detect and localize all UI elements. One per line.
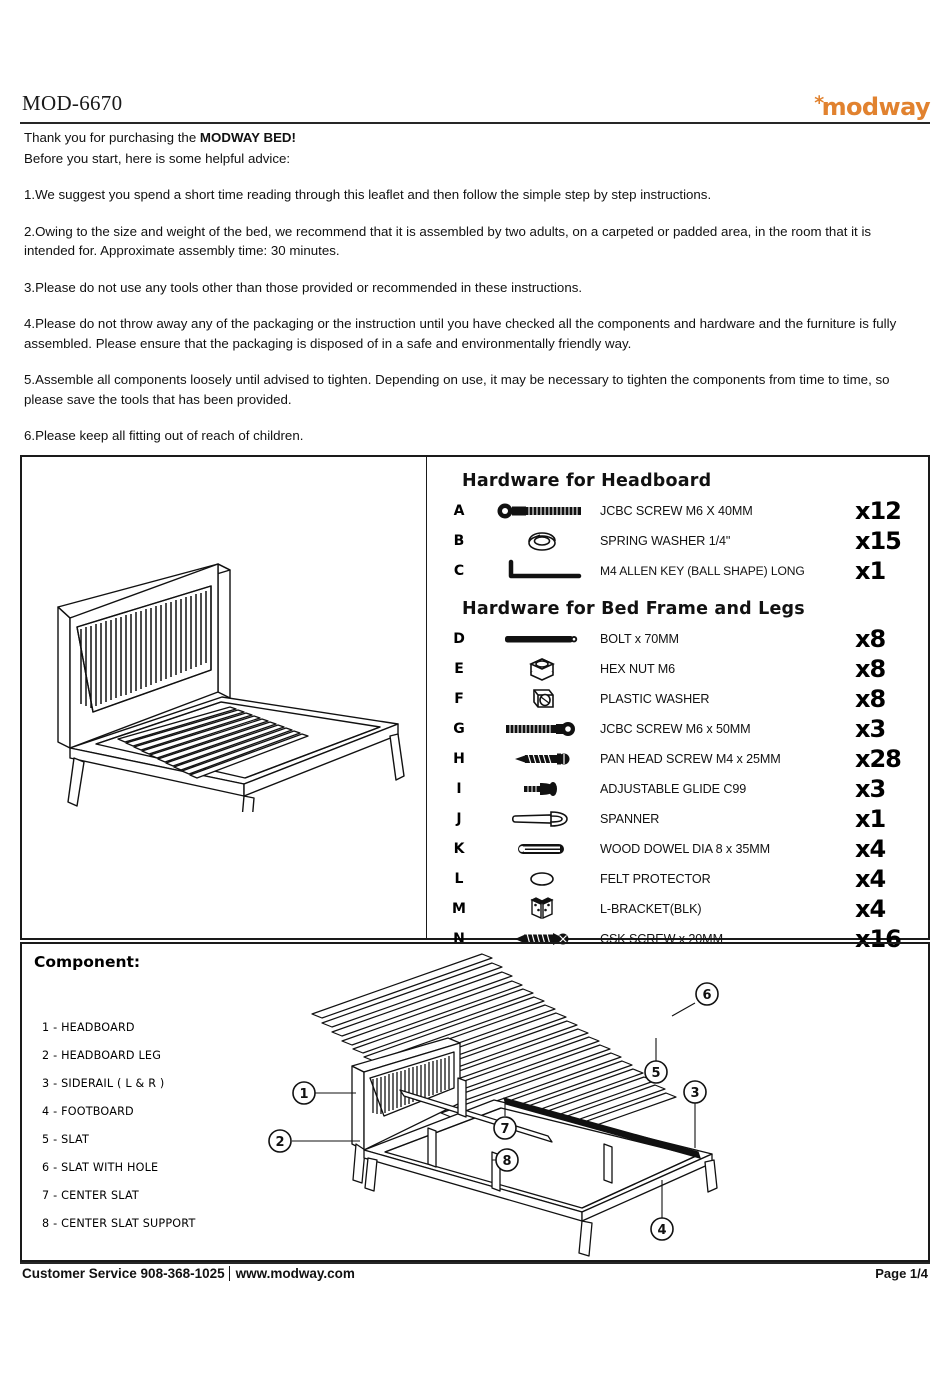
hardware-description: HEX NUT M6 xyxy=(600,662,676,676)
component-list-item: 3 - SIDERAIL ( L & R ) xyxy=(42,1077,165,1090)
hardware-letter: M xyxy=(452,901,466,917)
hardware-quantity: x4 xyxy=(855,865,886,893)
logo-wordmark: modway xyxy=(821,93,930,121)
hardware-row-j xyxy=(428,804,928,834)
hardware-letter: K xyxy=(453,841,465,857)
component-list-item: 7 - CENTER SLAT xyxy=(42,1189,139,1202)
adjustable-glide-icon xyxy=(490,775,594,803)
hardware-panel xyxy=(20,455,930,953)
hardware-letter: J xyxy=(456,811,462,827)
hardware-letter: H xyxy=(453,751,465,767)
intro-item: 6.Please keep all fitting out of reach of children. xyxy=(24,428,304,443)
hardware-description: BOLT x 70MM xyxy=(600,632,679,646)
hardware-description: JCBC SCREW M6 X 40MM xyxy=(600,504,753,518)
intro-item: 2.Owing to the size and weight of the bed, we recommend that it is assembled by two adults, on a carpeted or padded area, in the room that it is intended for. Approximate assembly time: 30 minutes. xyxy=(24,223,872,258)
hardware-description: WOOD DOWEL DIA 8 x 35MM xyxy=(600,842,771,856)
hardware-row-g xyxy=(428,714,928,744)
intro-item: 3.Please do not use any tools other than those provided or recommended in these instructions. xyxy=(24,279,583,295)
intro-item: 5.Assemble all components loosely until advised to tighten. Depending on use, it may be necessary to tighten the components from time to time, so please save the tools that has been provided. xyxy=(24,372,890,407)
hardware-quantity: x1 xyxy=(855,805,886,833)
hardware-description: SPANNER xyxy=(600,812,660,826)
component-panel xyxy=(20,942,930,1262)
intro-item: 4.Please do not throw away any of the packaging or the instruction until you have checked all the components and hardware and the furniture is fully assembled. Please ensure that the packaging is disposed of in a safe and environmentally friendly way. xyxy=(24,316,897,351)
header-divider xyxy=(20,122,930,124)
hardware-quantity: x8 xyxy=(855,625,886,653)
exploded-assembly-diagram xyxy=(252,948,928,1258)
hardware-description: JCBC SCREW M6 x 50MM xyxy=(600,722,751,736)
hardware-quantity: x15 xyxy=(855,527,901,555)
spring-washer-icon xyxy=(490,527,594,555)
callout-number: 1 xyxy=(299,1087,309,1102)
hardware-quantity: x8 xyxy=(855,685,886,713)
pan-head-screw-icon xyxy=(490,745,594,773)
socket-head-screw-icon xyxy=(490,497,594,525)
footer-contact xyxy=(22,1266,355,1281)
website-link[interactable]: www.modway.com xyxy=(235,1266,355,1281)
hardware-letter: D xyxy=(453,631,465,647)
hardware-table xyxy=(428,457,928,953)
greeting-product: MODWAY BED! xyxy=(199,130,296,145)
bed-illustration xyxy=(30,552,420,812)
hardware-row-i xyxy=(428,774,928,804)
component-list-item: 4 - FOOTBOARD xyxy=(42,1105,134,1118)
panel-vertical-divider xyxy=(426,457,427,938)
callout-number: 8 xyxy=(502,1154,512,1169)
hardware-row-l xyxy=(428,864,928,894)
footer-separator xyxy=(229,1266,230,1281)
callout-number: 3 xyxy=(690,1086,700,1101)
component-list-item: 1 - HEADBOARD xyxy=(42,1021,135,1034)
greeting-line xyxy=(24,128,904,147)
component-list-item: 8 - CENTER SLAT SUPPORT xyxy=(42,1217,196,1230)
hardware-letter: G xyxy=(453,721,465,737)
hardware-quantity: x3 xyxy=(855,775,886,803)
felt-protector-icon xyxy=(490,865,594,893)
wood-dowel-icon xyxy=(490,835,594,863)
hardware-row-c xyxy=(428,556,928,586)
hardware-quantity: x1 xyxy=(855,557,886,585)
callout-number: 5 xyxy=(651,1066,661,1081)
hardware-letter: L xyxy=(454,871,464,887)
hardware-quantity: x16 xyxy=(855,925,901,953)
hardware-frame-title: Hardware for Bed Frame and Legs xyxy=(462,599,805,619)
hardware-description: PAN HEAD SCREW M4 x 25MM xyxy=(600,752,781,766)
hardware-row-a xyxy=(428,496,928,526)
hardware-quantity: x12 xyxy=(855,497,901,525)
bolt-icon xyxy=(490,625,594,653)
hardware-row-k xyxy=(428,834,928,864)
hardware-quantity: x4 xyxy=(855,835,886,863)
component-title: Component: xyxy=(34,953,141,971)
hardware-letter: E xyxy=(454,661,464,677)
hardware-description: ADJUSTABLE GLIDE C99 xyxy=(600,782,747,796)
callout-number: 6 xyxy=(702,988,712,1003)
page-footer xyxy=(22,1266,928,1281)
hardware-quantity: x3 xyxy=(855,715,886,743)
asterisk-icon: * xyxy=(814,92,824,114)
hardware-letter: N xyxy=(453,931,465,947)
hardware-description: PLASTIC WASHER xyxy=(600,692,710,706)
callout-number: 4 xyxy=(657,1223,667,1238)
hardware-row-f xyxy=(428,684,928,714)
hardware-description: FELT PROTECTOR xyxy=(600,872,711,886)
hardware-description: L-BRACKET(BLK) xyxy=(600,902,702,916)
page-header xyxy=(20,92,930,126)
l-bracket-icon xyxy=(490,895,594,923)
component-list-item: 6 - SLAT WITH HOLE xyxy=(42,1161,159,1174)
intro-text-block xyxy=(24,128,904,446)
page-number: Page 1/4 xyxy=(875,1266,928,1281)
allen-key-icon xyxy=(490,557,594,585)
component-list xyxy=(42,1014,196,1238)
modway-logo xyxy=(814,92,930,121)
hardware-letter: B xyxy=(453,533,465,549)
hardware-quantity: x28 xyxy=(855,745,901,773)
greeting-prefix: Thank you for purchasing the xyxy=(24,130,200,145)
hardware-row-b xyxy=(428,526,928,556)
hardware-row-h xyxy=(428,744,928,774)
hardware-quantity: x4 xyxy=(855,895,886,923)
hardware-row-e xyxy=(428,654,928,684)
hex-nut-icon xyxy=(490,655,594,683)
hardware-letter: I xyxy=(456,781,462,797)
component-list-item: 2 - HEADBOARD LEG xyxy=(42,1049,162,1062)
hardware-letter: C xyxy=(453,563,465,579)
hardware-description: SPRING WASHER 1/4" xyxy=(600,534,731,548)
hardware-headboard-title: Hardware for Headboard xyxy=(462,471,712,491)
hardware-description: M4 ALLEN KEY (BALL SHAPE) LONG xyxy=(600,564,805,578)
footer-divider xyxy=(20,1262,930,1264)
jcbc-screw-icon xyxy=(490,715,594,743)
customer-service-text: Customer Service 908-368-1025 xyxy=(22,1266,225,1281)
hardware-row-m xyxy=(428,894,928,924)
plastic-washer-icon xyxy=(490,685,594,713)
hardware-description: CSK SCREW x 20MM xyxy=(600,932,723,946)
callout-number: 2 xyxy=(275,1135,285,1150)
model-code: MOD-6670 xyxy=(22,91,123,115)
hardware-letter: A xyxy=(453,503,465,519)
component-list-item: 5 - SLAT xyxy=(42,1133,90,1146)
hardware-quantity: x8 xyxy=(855,655,886,683)
intro-item: 1.We suggest you spend a short time reading through this leaflet and then follow the simple step by step instructions. xyxy=(24,187,712,202)
callout-number: 7 xyxy=(500,1122,510,1137)
hardware-letter: F xyxy=(454,691,464,707)
spanner-icon xyxy=(490,805,594,833)
hardware-row-d xyxy=(428,624,928,654)
intro-subtitle: Before you start, here is some helpful advice: xyxy=(24,151,291,166)
